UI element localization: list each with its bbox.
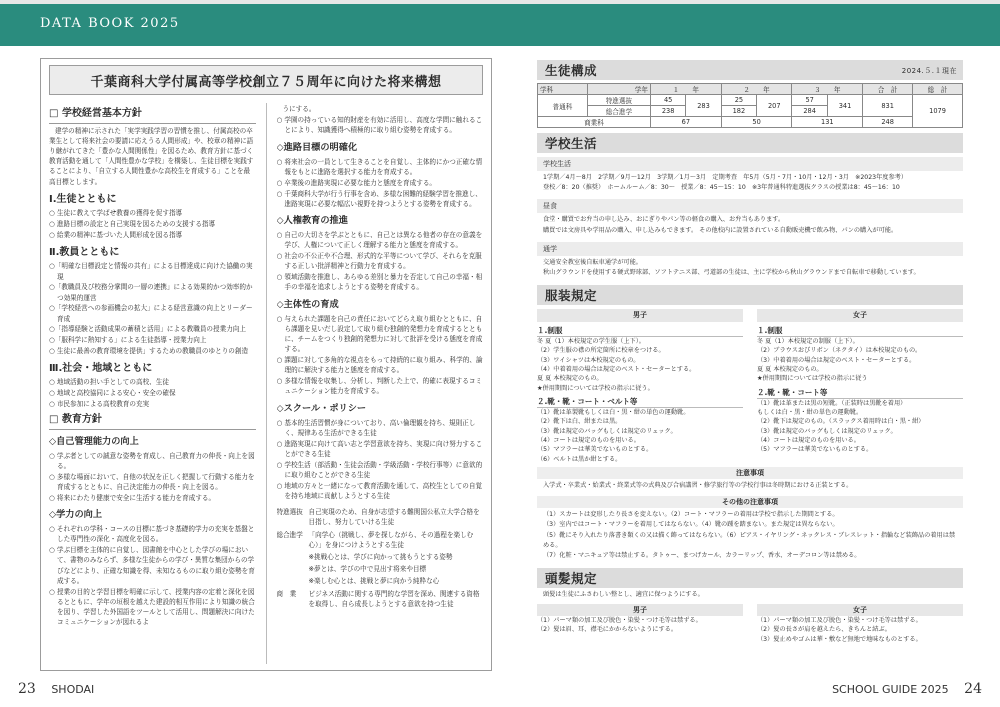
list-item: （6）ベルトは黒か紺とする。: [537, 455, 622, 463]
left-column-1: [49, 103, 256, 664]
page-number-left: 23: [18, 681, 36, 697]
databook-title: DATA BOOK 2025: [40, 16, 180, 31]
list-item: ○ 卒業後の進路実現に必要な能力と態度を育成する。: [276, 178, 437, 187]
list-item: （2）髪は眉、耳、襟毛にかからないようにする。: [537, 626, 678, 634]
list-item: （3）髪止めやゴムは華・敷など無地で地味なものとする。: [757, 635, 922, 643]
list-item: （1）スカートは変形したり長さを変えない。（2）コート・マフラーの着用は学校で指示した期間とする。: [543, 511, 839, 519]
list-item: （3）中着着用の場合は規定のベスト・セーターとする。: [757, 356, 916, 364]
list-item: ○「教職員及び校務分掌間の一層の連携」による効果的かつ効率的かつ効果的運営: [49, 283, 253, 302]
hair-male: 男子 （1）パーマ類の加工及び脱色・染髪・つけ毛等は禁ずる。 （2）髪は眉、耳、襟毛にかからないようにする。: [537, 604, 743, 644]
list-item: （3）靴は規定のバッグもしくは規定のリュック。: [757, 427, 897, 435]
policy4-list: [277, 230, 484, 292]
course-name: [277, 576, 305, 586]
list-item: （4）コートは規定のものを用いる。: [757, 437, 860, 445]
policy2-list: [49, 524, 256, 627]
footer-right: [832, 681, 982, 697]
course-name: [277, 564, 305, 574]
page-number-right: 24: [964, 681, 982, 697]
list-item: （3）ワイシャツは本校規定のもの。: [537, 356, 640, 364]
cell-grand-total: 1079: [913, 95, 963, 128]
policy6-title: ◇スクール・ポリシー: [276, 402, 367, 414]
list-item: 冬 夏（1）本校規定の学生服（上下）。: [537, 338, 645, 346]
hair-intro: 頭髪は生徒にふさわしい整とし、適宜に保つようにする。: [543, 591, 704, 599]
list-item: （1）靴は革または黒の短靴。（正装時は黒靴を着用）: [757, 399, 907, 407]
right-page: [537, 58, 963, 671]
th-grade: 学年: [587, 84, 650, 95]
as-of-date: 2024.５.１現在: [901, 67, 957, 75]
th-dept: 学科: [538, 84, 588, 95]
goal1-title: Ⅰ.生徒とともに: [49, 193, 117, 205]
policy4-title: ◇人権教育の推進: [276, 215, 348, 226]
other-notes-list: [543, 510, 957, 561]
list-item: （4）中着着用の場合は規定のベスト・セーターとする。: [537, 366, 696, 374]
list-item: ○ 将来社会の一員として生きることを自覚し、主体的にかつ正確な情報をもとに進路を選択する能力を育成する。: [276, 157, 483, 177]
list-item: （4）コートは規定のものを用いる。: [537, 437, 640, 445]
section-school-life: 学校生活: [537, 133, 963, 153]
list-item: （2）靴下は規定のもの。（スラックス着用時は白・黒・紺）: [757, 418, 925, 426]
policy2-title: ◇学力の向上: [49, 508, 103, 520]
list-item: ○ 授業の目的と学習目標を明確に示して、授業内容の定着と深化を図るとともに、学年の垣根を越えた建設的相互作用により知識の統合を図り、学習した外国語をツールとして活用し、問題解決に向けたコミュニケーションが図れるよ: [49, 587, 255, 627]
list-item: ○ 領域活動を推進し、あらゆる差別と暴力を否定して自己の幸福・相手の幸福を追求しようとする姿勢を育成する。: [276, 273, 483, 292]
lunch-text: 食堂・購買でお弁当の申し込み、おにぎりやパン等の軽食の購入、お弁当もあります。 購買では文房具や学用品の購入、申し込みもできます。 その他校内に設置されている自動販売機で飲み物、パンの購入が可能。: [543, 216, 898, 234]
top-banner-stripe: [0, 0, 1000, 4]
list-item: ○ 生徒に教えて学ばせ教養の獲得を促す指導: [49, 209, 183, 218]
cell: 238: [650, 106, 685, 117]
list-item: （1）パーマ類の加工及び脱色・染髪・つけ毛等は禁ずる。: [757, 617, 922, 625]
list-item: ○ それぞれの学科・コースの目標に基づき基礎的学力の充実を基盤とした専門性の深化・高度化を図る。: [49, 525, 255, 544]
policy1-title: ◇自己管理能力の向上: [49, 435, 139, 447]
footer-label-right: SCHOOL GUIDE 2025: [832, 683, 949, 696]
section-hair: 頭髪規定: [537, 568, 963, 588]
cell: 341: [827, 95, 862, 117]
hair-female: 女子 （1）パーマ類の加工及び脱色・染髪・つけ毛等は禁ずる。 （2）髪の長さが肩を越えたら、きちんと結ぶ。 （3）髪止めやゴムは華・敷など無地で地味なものとする。: [757, 604, 963, 644]
cell: 57: [792, 95, 827, 106]
student-table: [537, 83, 963, 128]
school-life-text: 1学期／4月〜8月 2学期／9月〜12月 3学期／1月〜3月 定期考査 年5月（5月・7月・10月・12月・3月 ※2023年度参考） 登校／8：20（推奨） ホームルーム／8：30〜 授業／8：45〜15：10 ※3年普通科特進選抜クラスの授業は8：45〜16：10: [543, 174, 908, 192]
cell: 45: [650, 95, 685, 106]
cell: 25: [721, 95, 756, 106]
uniform-male: 男子 １.制服 冬 夏（1）本校規定の学生服（上下）。 （2）学生服の襟の所定箇所に校章をつける。 （3）ワイシャツは本校規定のもの。 （4）中着着用の場合は規定のベスト・セーターとする。 夏 夏 本校規定のもの。 ★併用期間については学校の指示に従う。 ２.靴・靴・コート・ベルト等 （1）靴は革製靴もしくは白・黒・紺の単色の運動靴。 （2）靴下は白、紺または黒。 （3）靴は規定のバッグもしくは規定のリュック。 （4）コートは規定のものを用いる。 （5）マフラーは華美でないものとする。 （6）ベルトは黒か紺とする。: [537, 309, 743, 464]
list-item: （2）学生服の襟の所定箇所に校章をつける。: [537, 347, 665, 355]
course-policy-list: [277, 507, 484, 609]
cell: 207: [757, 95, 792, 117]
list-item: ○ 学園の持っている知的財産を有効に活用し、高度な学問に触れることにより、知識獲得へ積極的に取り組む姿勢を育成する。: [276, 116, 483, 135]
th-total: 合 計: [863, 84, 913, 95]
goal2-title: Ⅱ.教員とともに: [49, 246, 120, 258]
course-name: 総合進学: [276, 530, 303, 539]
list-item: ○ 地域と高校協同による安心・安全の確保: [49, 389, 176, 398]
th-grand: 総 計: [913, 84, 963, 95]
section-title-education: □ 教育方針: [49, 412, 256, 430]
section-title-policy: □ 学校経営基本方針: [49, 106, 256, 124]
list-item: ○「指導経験と活動成果の蓄積と活用」による教職員の授業力向上: [49, 325, 246, 334]
list-item: ○ 進路実現に向けて高い志と学習意欲を持ち、実現に向け努力することができる生徒: [276, 439, 483, 458]
commute-text: 交通安全教室後自転車通学が可能。 秋山グラウンドを使用する硬式野球部、ソフトテニス部、弓道部の生徒は、主に学校から秋山グラウンドまで自転車で移動しています。: [543, 258, 920, 277]
goal3-title: Ⅲ.社会・地域とともに: [49, 362, 153, 374]
course-name: 商 業: [276, 589, 297, 598]
course-policy: ※楽しむ心とは、挑戦と夢に向かう純粋な心: [308, 577, 440, 586]
course-name: [277, 552, 305, 562]
th-g2: ２ 年: [721, 84, 792, 95]
uniform-female: 女子 １.制服 冬 夏（1）本校規定の制服（上下）。 （2）ブラウスおびリボン（ネクタイ）は本校規定のもの。 （3）中着着用の場合は規定のベスト・セーターとする。 夏 夏 本校規定のもの。 ★併用期間については学校の指示に従う ２.靴・靴・コート等 （1）靴は革または黒の短靴。（正装時は黒靴を着用） もしくは白・黒・紺の単色の運動靴。 （2）靴下は規定のもの。（スラックス着用時は白・黒・紺） （3）靴は規定のバッグもしくは規定のリュック。 （4）コートは規定のものを用いる。 （5）マフラーは華美でないものとする。: [757, 309, 963, 464]
list-item: ○ 与えられた課題を自己の責任においてどらえ取り組むとともに、自ら課題を見いだし設定して取り組む独創的発想力を育成するとともに、チームをつくり独創的発想力に対して批評を受ける態度を育成する。: [276, 314, 483, 354]
course-policy-row: [277, 564, 484, 574]
left-page: [40, 58, 492, 671]
sub-school-life: 学校生活: [537, 157, 963, 171]
goal3-list: [49, 377, 256, 409]
list-item: ○ 学ぶ目標を主体的に自覚し、図書館を中心とした学びの場において、書物のみならず、多様な生徒からの学び・異質な集団からの学びなどにより、正確な知識を得、未知なるものに取り組む姿勢を育成する。: [49, 546, 255, 585]
left-page-title: 千葉商科大学付属高等学校創立７５周年に向けた将来構想: [49, 65, 483, 95]
top-banner: [0, 0, 1000, 46]
list-item: ○ 多様な情報を収集し、分析し、判断した上で、的確に表現するコミュニケーション能力を育成する。: [276, 377, 483, 396]
list-item: （3）靴は規定のバッグもしくは規定のリュック。: [537, 427, 677, 435]
list-item: もしくは白・黒・紺の単色の運動靴。: [757, 409, 863, 417]
goal1-list: [49, 208, 256, 240]
footer-left: [18, 681, 94, 697]
list-item: ○ 千葉商科大学が行う行事を含め、多様な困難的経験学習を推進し、進路実現に必要な幅広い視野を持つようとする姿勢を育成する。: [276, 189, 482, 208]
list-item: ○ 市民参加による高校教育の充実: [49, 399, 150, 408]
list-item: （7）化粧・マニキュア等は禁止する。タトゥー、まつげカール、カラーリップ、香水、オーデコロン等は禁める。: [543, 552, 861, 560]
list-item: ○ 自己の大切さを学ぶとともに、自己とは異なる他者の存在の意義を学び、人権について正しく理解する能力と態度を育成する。: [276, 231, 483, 250]
list-item: ○ 将来にわたり健康で安全に生活する能力を育成する。: [49, 493, 216, 502]
policy6-list: [277, 418, 484, 501]
continued-list: [277, 115, 484, 135]
course-policy: ※挑戦心とは、学びに向かって挑もうとする姿勢: [308, 552, 453, 561]
sub-lunch: 昼食: [537, 199, 963, 213]
list-item: ○ 基本的生活習慣が身についており、高い倫理観を持ち、規則正しく、規律ある生活ができる生徒: [276, 418, 476, 438]
row-shogyo: 商業科: [538, 117, 651, 128]
cell: 131: [792, 117, 863, 128]
cell: 50: [721, 117, 792, 128]
policy1-list: [49, 451, 256, 503]
list-item: 夏 夏 本校規定のもの。: [537, 375, 603, 383]
course-policy-row: [277, 552, 484, 562]
list-item: ○「学校経営への参画機会の拡大」による経営意識の向上とリーダー育成: [49, 304, 253, 323]
list-item: 冬 夏（1）本校規定の制服（上下）。: [757, 338, 859, 346]
column-divider: [266, 103, 267, 664]
course-policy-row: [277, 589, 484, 609]
policy3-title: ◇進路目標の明確化: [276, 141, 358, 153]
list-item: （1）靴は革製靴もしくは白・黒・紺の単色の運動靴。: [537, 409, 690, 417]
course-policy-row: [277, 530, 484, 550]
left-column-2: [277, 103, 484, 664]
continued-text: うにする。: [282, 105, 316, 113]
list-item: （1）パーマ類の加工及び脱色・染髪・つけ毛等は禁ずる。: [537, 617, 702, 625]
policy-paragraph: 建学の精神に示された「実学実践学習の習慣を推し、付属高校の卒業生として将来社会の要請に応えうる人間形成」や、校章の精神に語り継がれてきた「豊かな人間関係性」を図るため、教育方針に基づく教育活動を通して「人間性豊かな学校」を構築し、生徒目標を実践することにより、「自立する人間性豊かな高校生を育成する」ことを最高目標とします。: [49, 126, 254, 186]
list-item: ○「服科学に熱知する」による生徒指導・授業力向上: [49, 336, 207, 344]
list-item: ○ 社会の不公正や不合理、形式的な平等について学び、それらを克服する正しい批評精神と行動力を育成する。: [276, 252, 482, 271]
list-item: ○ 学ぶ者としての誠意な姿勢を育成し、自己教育力の伸長・向上を図る。: [49, 451, 255, 471]
course-policy: ※夢とは、学びの中で見出す将来や目標: [308, 565, 427, 574]
cell: 67: [650, 117, 721, 128]
row-sougou: 総合進学: [587, 106, 650, 117]
cell: 283: [686, 95, 721, 117]
row-tokushin: 特進選抜: [587, 95, 650, 106]
policy3-list: [277, 157, 484, 209]
list-item: ○ 地域活動の担い手としての高校、生徒: [49, 378, 169, 387]
th-g1: １ 年: [650, 84, 721, 95]
other-notes-header: その他の注意事項: [537, 496, 963, 508]
list-item: ○ 多様な場面において、自他の状況を正しく把握して行動する能力を育成するとともに、自己決定能力の伸長・向上を図る。: [49, 472, 255, 491]
cell: 284: [792, 106, 827, 117]
list-item: ○「明確な目標設定と情報の共有」による目標達成に向けた協働の実現: [49, 262, 253, 281]
course-policy: 「向学心（挑戦し、夢を探しながら、その過程を楽しむ心）」を身につけようとする生徒: [308, 530, 474, 549]
course-name: 特進選抜: [276, 508, 303, 517]
cell: 182: [721, 106, 756, 117]
list-item: ○ 学校生活（部活動・生徒会活動・学級活動・学校行事等）に意欲的に取り組むことができる生徒: [276, 460, 483, 479]
row-futsuu: 普通科: [538, 95, 588, 117]
course-policy-row: [277, 507, 484, 527]
course-policy: ビジネス活動に関する専門的な学習を深め、関連する資格を取得し、自ら成長しようとする意欲を持つ生徒: [308, 589, 480, 608]
th-g3: ３ 年: [792, 84, 863, 95]
list-item: 夏 夏 本校規定のもの。: [757, 366, 823, 374]
list-item: （2）靴下は白、紺または黒。: [537, 418, 622, 426]
course-policy-row: [277, 576, 484, 586]
goal2-list: [49, 261, 256, 355]
list-item: （5）マフラーは華美でないものとする。: [537, 446, 653, 454]
section-students: 生徒構成 2024.５.１現在: [537, 60, 963, 80]
sub-commute: 通学: [537, 242, 963, 256]
list-item: ○ 進路目標の設定と自己実現を図るための支援する指導: [49, 220, 216, 229]
course-policy: 自己実現のため、自身が志望する難関国公私立大学合格を目指し、努力していける生徒: [308, 508, 480, 527]
list-item: ○ 課題に対して多角的な視点をもって持続的に取り組み、科学的、論理的に解決する能力と態度を育成する。: [276, 356, 483, 375]
list-item: （2）ブラウスおびリボン（ネクタイ）は本校規定のもの。: [757, 347, 922, 355]
list-item: （2）髪の長さが肩を越えたら、きちんと結ぶ。: [757, 626, 891, 634]
list-item: ★併用期間については学校の指示に従う: [757, 375, 868, 383]
section-uniform: 服装規定: [537, 285, 963, 305]
notes-header: 注意事項: [537, 467, 963, 479]
list-item: （5）靴にそり入れたり落書き類くの又は描く飾ってはならない。（6）ピアス・イヤリング・ネックレス・ブレスレット・指輪など装飾品の着用は禁める。: [543, 531, 956, 549]
list-item: （5）マフラーは華美でないものとする。: [757, 446, 873, 454]
policy5-list: [277, 314, 484, 397]
policy5-title: ◇主体性の育成: [276, 298, 339, 310]
notes-text: 入学式・卒業式・始業式・終業式等の式典及び合宿講習・修学旅行等の学校行事は冬時期における正装とする。: [543, 481, 853, 489]
cell: 831: [863, 95, 913, 117]
list-item: （3）室内ではコート・マフラーを着用してはならない。（4）靴の踵を踏まない。また規定は異ならない。: [543, 521, 839, 529]
footer-label-left: SHODAI: [51, 683, 95, 696]
list-item: ○ 給業の精神に基づいた人間形成を図る指導: [49, 230, 183, 239]
list-item: ★併用期間については学校の指示に従う。: [537, 384, 654, 392]
list-item: ○ 生徒に最善の教育環境を提供」するための教職員のゆとりの創造: [49, 346, 249, 355]
list-item: ○ 地域の方々と一緒になって教育活動を通して、高校生としての自覚を持ち地域に貢献しようとする生徒: [276, 481, 483, 500]
cell: 248: [863, 117, 913, 128]
